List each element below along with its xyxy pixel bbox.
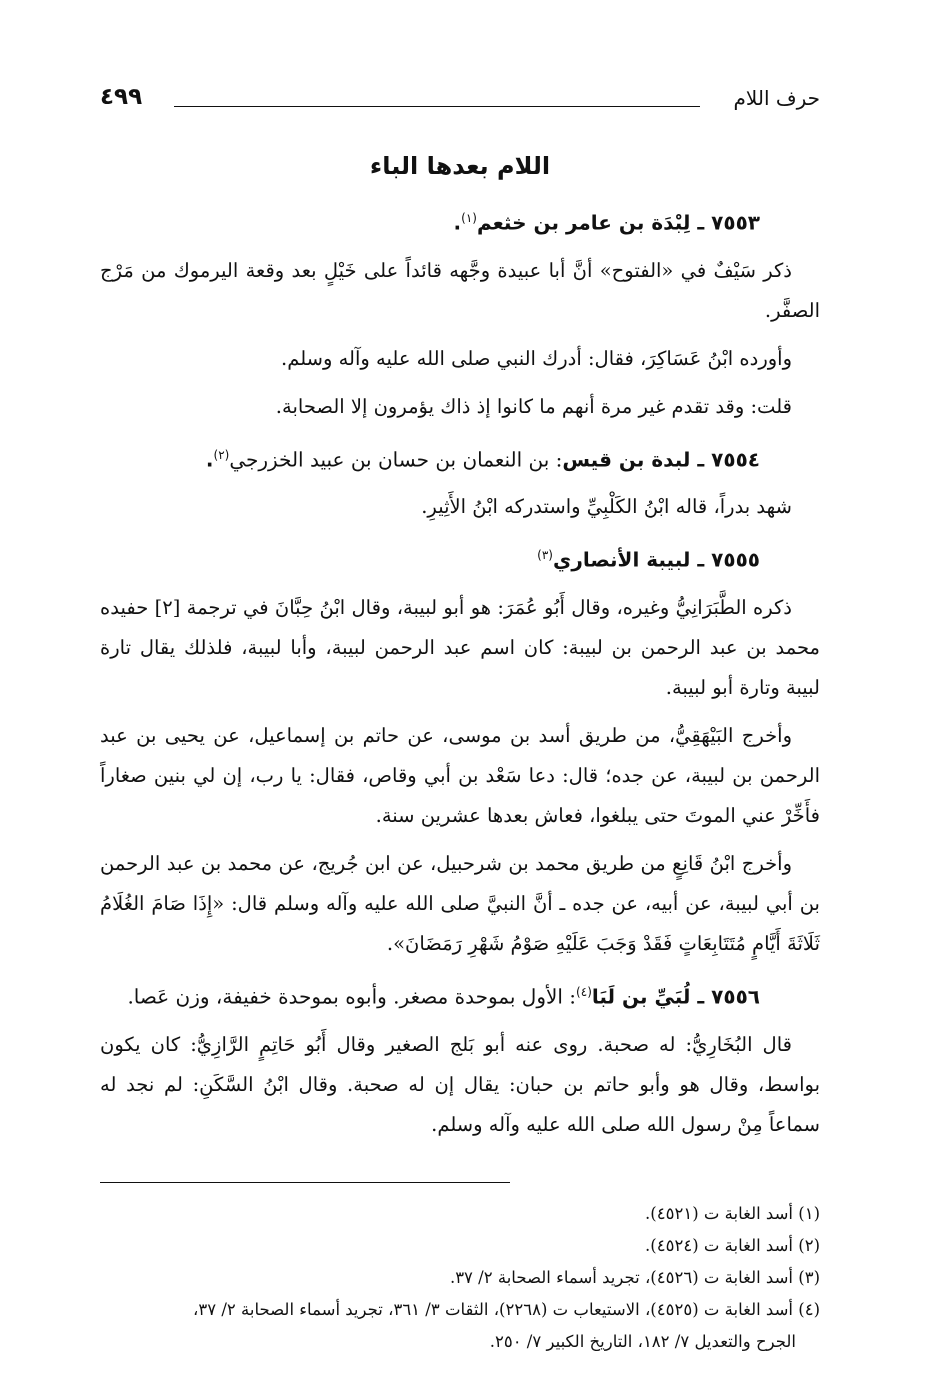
footnote: (٢) أسد الغابة ت (٤٥٢٤). [645, 1236, 820, 1255]
paragraph: شهد بدراً، قاله ابْنُ الكَلْبِيِّ واستدركه ابْنُ الأَثِيرِ. [421, 495, 792, 519]
page-header [100, 80, 820, 120]
header-rule [174, 106, 700, 107]
entry-heading: ٧٥٥٥ ـ لبيبة الأنصاري$^{(٣)}$ [537, 547, 760, 572]
footnote: (١) أسد الغابة ت (٤٥٢١). [645, 1204, 820, 1223]
footnote-ref: (١) [461, 211, 477, 225]
footnote: (٣) أسد الغابة ت (٤٥٢٦)، تجريد أسماء الصحابة ٢/ ٣٧. [449, 1268, 820, 1287]
footnote-ref: (٢) [213, 447, 230, 462]
paragraph: ذكر سَيْفٌ في «الفتوح» أنَّ أبا عبيدة وجَّهه قائداً على خَيْلٍ بعد وقعة اليرموك من مَرْج الصفَّر. [100, 258, 820, 322]
paragraph: قال البُخَارِيُّ: له صحبة. روى عنه أبو بَلج الصغير وقال أَبُو حَاتِمٍ الرَّازِيُّ: كان يكون بواسط، وقال هو وأبو حاتم بن حبان: يقال إن له صحبة. وقال ابْنُ السَّكَنِ: لم نجد له سماعاً مِنْ رسول الله صلى الله عليه وآله وسلم. [100, 1032, 820, 1136]
body-text [100, 198, 820, 1153]
footnote-rule [100, 1182, 510, 1183]
footnote-ref: (٤) [576, 984, 592, 999]
entry-heading: ٧٥٥٤ ـ لبدة بن قيس: بن النعمان بن حسان بن عبيد الخزرجي$^{(٢)}$. [205, 447, 760, 472]
paragraph: وأخرج البَيْهَقِيُّ، من طريق أسد بن موسى، عن حاتم بن إسماعيل، عن يحيى بن عبد الرحمن بن لبيبة، عن جده؛ قال: دعا سَعْد بن أبي وقاص، فقال: يا رب، إن لي بنين صغاراً فأَخِّرْ عني الموتَ حتى يبلغوا، فعاش بعدها عشرين سنة. [100, 723, 820, 827]
running-title: حرف اللام [733, 86, 820, 110]
page-number: ٤٩٩ [100, 84, 143, 110]
paragraph: ذكره الطَّبَرَانِيُّ وغيره، وقال أَبُو عُمَرَ: هو أبو لبيبة، وقال ابْنُ حِبَّانَ في ترجمة [٢] حفيده محمد بن عبد الرحمن بن لبيبة: كان اسم عبد الرحمن لبيبة، وأبا لبيبة، فلذلك يقال تارة لبيبة وتارة أبو لبيبة. [100, 595, 820, 699]
section-title: اللام بعدها الباء [369, 152, 551, 180]
entry-heading: ٧٥٥٦ ـ لُبَيِّ بن لَبَا$^{(٤)}$: الأول بموحدة مصغر. وأبوه بموحدة خفيفة، وزن عَصا. [127, 984, 760, 1009]
paragraph: وأخرج ابْنُ قَانِعٍ من طريق محمد بن شرحبيل، عن ابن جُريج، عن محمد بن عبد الرحمن بن أبي لبيبة، عن أبيه، عن جده ـ أنَّ النبيَّ صلى الله عليه وآله وسلم قال: «إِذَا صَامَ الغُلَامُ ثَلَاثَةَ أَيَّامٍ مُتَتَابِعَاتٍ فَقَدْ وَجَبَ عَلَيْهِ صَوْمُ شَهْرِ رَمَضَانَ». [100, 851, 820, 955]
footnote-ref: (٣) [537, 548, 553, 563]
entry-heading: ٧٥٥٣ ـ لِبْدَة بن عامر بن خثعم$^{(١)}$. [453, 210, 760, 235]
paragraph: قلت: وقد تقدم غير مرة أنهم ما كانوا إذ ذاك يؤمرون إلا الصحابة. [275, 394, 792, 418]
paragraph: وأورده ابْنُ عَسَاكِرَ، فقال: أدرك النبي صلى الله عليه وآله وسلم. [281, 346, 792, 370]
footnote: (٤) أسد الغابة ت (٤٥٢٥)، الاستيعاب ت (٢٢٦٨)، الثقات ٣/ ٣٦١، تجريد أسماء الصحابة ٢/ ٣٧، [193, 1300, 820, 1319]
footnote: الجرح والتعديل ٧/ ١٨٢، التاريخ الكبير ٧/ ٢٥٠. [489, 1332, 796, 1351]
book-page [100, 80, 820, 1360]
footnotes [100, 1198, 820, 1358]
